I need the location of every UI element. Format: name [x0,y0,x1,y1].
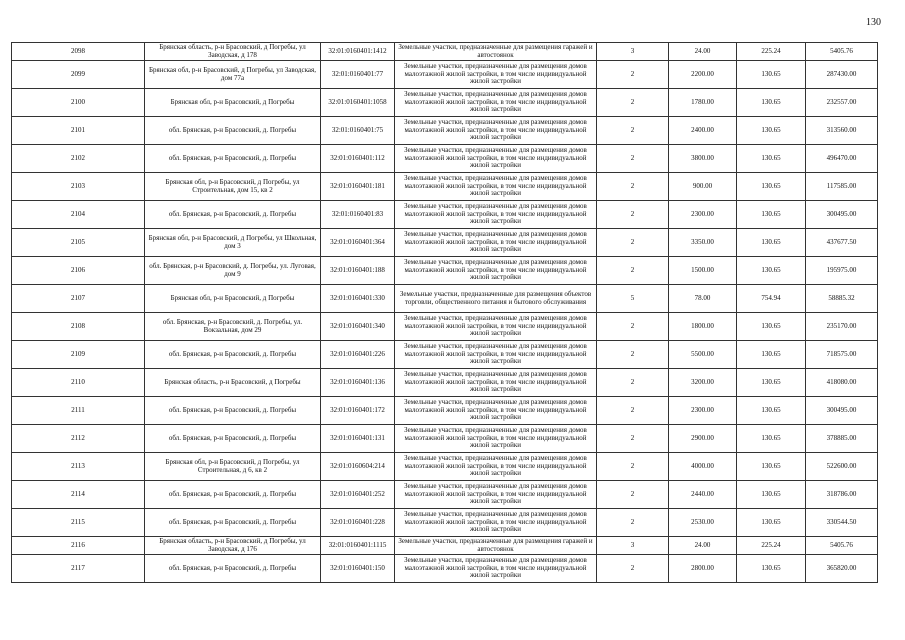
specific-value-cell: 130.65 [737,257,806,285]
group-cell: 2 [597,61,669,89]
specific-value-cell: 754.94 [737,285,806,313]
land-category-cell: Земельные участки, предназначенные для размещения домов малоэтажной жилой застройки, в том числе индивидуальной жилой застройки [395,201,597,229]
area-cell: 2800.00 [669,555,737,583]
row-number-cell: 2108 [12,313,145,341]
cadastral-value-cell: 195975.00 [806,257,878,285]
address-cell: обл. Брянская, р-н Брасовский, д. Погребы [145,509,321,537]
land-category-cell: Земельные участки, предназначенные для размещения домов малоэтажной жилой застройки, в том числе индивидуальной жилой застройки [395,173,597,201]
cadastral-number-cell: 32:01:0160604:214 [321,453,395,481]
table-row [12,555,878,583]
table-row [12,369,878,397]
specific-value-cell: 130.65 [737,201,806,229]
cadastral-number-cell: 32:01:0160401:340 [321,313,395,341]
cadastral-value-cell: 5405.76 [806,43,878,61]
area-cell: 2400.00 [669,117,737,145]
group-cell: 2 [597,425,669,453]
land-category-cell: Земельные участки, предназначенные для размещения объектов торговли, общественного питания и бытового обслуживания [395,285,597,313]
group-cell: 2 [597,555,669,583]
cadastral-number-cell: 32:01:0160401:172 [321,397,395,425]
area-cell: 5500.00 [669,341,737,369]
land-category-cell: Земельные участки, предназначенные для размещения домов малоэтажной жилой застройки, в том числе индивидуальной жилой застройки [395,229,597,257]
area-cell: 2440.00 [669,481,737,509]
area-cell: 3800.00 [669,145,737,173]
group-cell: 2 [597,201,669,229]
specific-value-cell: 130.65 [737,555,806,583]
row-number-cell: 2109 [12,341,145,369]
area-cell: 2300.00 [669,397,737,425]
land-category-cell: Земельные участки, предназначенные для размещения домов малоэтажной жилой застройки, в том числе индивидуальной жилой застройки [395,341,597,369]
address-cell: обл. Брянская, р-н Брасовский, д. Погребы [145,397,321,425]
cadastral-number-cell: 32:01:0160401:131 [321,425,395,453]
area-cell: 2300.00 [669,201,737,229]
specific-value-cell: 130.65 [737,341,806,369]
group-cell: 2 [597,453,669,481]
land-category-cell: Земельные участки, предназначенные для размещения домов малоэтажной жилой застройки, в том числе индивидуальной жилой застройки [395,145,597,173]
cadastral-value-cell: 300495.00 [806,201,878,229]
cadastral-number-cell: 32:01:0160401:1115 [321,537,395,555]
specific-value-cell: 225.24 [737,537,806,555]
cadastral-value-cell: 300495.00 [806,397,878,425]
cadastral-number-cell: 32:01:0160401:252 [321,481,395,509]
row-number-cell: 2114 [12,481,145,509]
cadastral-number-cell: 32:01:0160401:188 [321,257,395,285]
area-cell: 3350.00 [669,229,737,257]
cadastral-value-cell: 313560.00 [806,117,878,145]
address-cell: Брянская область, р-н Брасовский, д Погребы, ул Заводская, д 176 [145,537,321,555]
cadastral-value-cell: 318786.00 [806,481,878,509]
cadastral-number-cell: 32:01:0160401:364 [321,229,395,257]
group-cell: 2 [597,117,669,145]
table-row [12,61,878,89]
address-cell: обл. Брянская, р-н Брасовский, д. Погребы [145,201,321,229]
row-number-cell: 2098 [12,43,145,61]
land-category-cell: Земельные участки, предназначенные для размещения домов малоэтажной жилой застройки, в том числе индивидуальной жилой застройки [395,453,597,481]
group-cell: 2 [597,509,669,537]
specific-value-cell: 130.65 [737,481,806,509]
area-cell: 2200.00 [669,61,737,89]
address-cell: обл. Брянская, р-н Брасовский, д. Погребы, ул. Луговая, дом 9 [145,257,321,285]
table-row [12,425,878,453]
page-number: 130 [866,17,881,28]
cadastral-value-cell: 365820.00 [806,555,878,583]
table-row [12,285,878,313]
table-row [12,397,878,425]
row-number-cell: 2115 [12,509,145,537]
group-cell: 2 [597,481,669,509]
table-row [12,173,878,201]
table-row [12,43,878,61]
table-row [12,341,878,369]
area-cell: 1500.00 [669,257,737,285]
group-cell: 2 [597,257,669,285]
row-number-cell: 2102 [12,145,145,173]
cadastral-value-cell: 58885.32 [806,285,878,313]
row-number-cell: 2103 [12,173,145,201]
row-number-cell: 2099 [12,61,145,89]
table-row [12,145,878,173]
table-row [12,481,878,509]
row-number-cell: 2105 [12,229,145,257]
cadastral-number-cell: 32:01:0160401:83 [321,201,395,229]
specific-value-cell: 130.65 [737,509,806,537]
land-category-cell: Земельные участки, предназначенные для размещения домов малоэтажной жилой застройки, в том числе индивидуальной жилой застройки [395,509,597,537]
table-body [12,43,878,583]
cadastral-value-cell: 232557.00 [806,89,878,117]
address-cell: Брянская обл, р-н Брасовский, д Погребы [145,89,321,117]
address-cell: Брянская область, р-н Брасовский, д Погребы, ул Заводская, д 178 [145,43,321,61]
cadastral-number-cell: 32:01:0160401:1412 [321,43,395,61]
table-row [12,257,878,285]
area-cell: 24.00 [669,537,737,555]
area-cell: 1800.00 [669,313,737,341]
specific-value-cell: 130.65 [737,453,806,481]
group-cell: 3 [597,43,669,61]
cadastral-value-cell: 437677.50 [806,229,878,257]
group-cell: 2 [597,173,669,201]
land-category-cell: Земельные участки, предназначенные для размещения домов малоэтажной жилой застройки, в том числе индивидуальной жилой застройки [395,89,597,117]
row-number-cell: 2117 [12,555,145,583]
row-number-cell: 2101 [12,117,145,145]
table-row [12,201,878,229]
land-category-cell: Земельные участки, предназначенные для размещения домов малоэтажной жилой застройки, в том числе индивидуальной жилой застройки [395,481,597,509]
address-cell: Брянская обл, р-н Брасовский, д Погребы, ул Школьная, дом 3 [145,229,321,257]
table-row [12,453,878,481]
cadastral-value-cell: 418080.00 [806,369,878,397]
specific-value-cell: 130.65 [737,89,806,117]
land-category-cell: Земельные участки, предназначенные для размещения домов малоэтажной жилой застройки, в том числе индивидуальной жилой застройки [395,117,597,145]
land-category-cell: Земельные участки, предназначенные для размещения домов малоэтажной жилой застройки, в том числе индивидуальной жилой застройки [395,425,597,453]
address-cell: Брянская обл, р-н Брасовский, д Погребы, ул Заводская, дом 77а [145,61,321,89]
cadastral-number-cell: 32:01:0160401:181 [321,173,395,201]
land-category-cell: Земельные участки, предназначенные для размещения домов малоэтажной жилой застройки, в том числе индивидуальной жилой застройки [395,313,597,341]
specific-value-cell: 130.65 [737,313,806,341]
row-number-cell: 2110 [12,369,145,397]
specific-value-cell: 130.65 [737,117,806,145]
address-cell: обл. Брянская, р-н Брасовский, д. Погребы [145,425,321,453]
cadastral-value-cell: 117585.00 [806,173,878,201]
table-row [12,117,878,145]
table-row [12,89,878,117]
specific-value-cell: 130.65 [737,229,806,257]
address-cell: Брянская область, р-н Брасовский, д Погребы [145,369,321,397]
area-cell: 3200.00 [669,369,737,397]
specific-value-cell: 130.65 [737,61,806,89]
land-category-cell: Земельные участки, предназначенные для размещения домов малоэтажной жилой застройки, в том числе индивидуальной жилой застройки [395,397,597,425]
cadastral-number-cell: 32:01:0160401:226 [321,341,395,369]
cadastral-number-cell: 32:01:0160401:150 [321,555,395,583]
group-cell: 2 [597,369,669,397]
specific-value-cell: 130.65 [737,369,806,397]
cadastral-value-cell: 330544.50 [806,509,878,537]
cadastral-number-cell: 32:01:0160401:77 [321,61,395,89]
address-cell: обл. Брянская, р-н Брасовский, д. Погребы [145,145,321,173]
group-cell: 5 [597,285,669,313]
group-cell: 2 [597,145,669,173]
address-cell: обл. Брянская, р-н Брасовский, д. Погребы, ул. Вокзальная, дом 29 [145,313,321,341]
area-cell: 900.00 [669,173,737,201]
row-number-cell: 2111 [12,397,145,425]
address-cell: обл. Брянская, р-н Брасовский, д. Погребы [145,117,321,145]
cadastral-number-cell: 32:01:0160401:1058 [321,89,395,117]
row-number-cell: 2112 [12,425,145,453]
land-category-cell: Земельные участки, предназначенные для размещения гаражей и автостоянок [395,537,597,555]
specific-value-cell: 225.24 [737,43,806,61]
specific-value-cell: 130.65 [737,397,806,425]
row-number-cell: 2116 [12,537,145,555]
group-cell: 2 [597,341,669,369]
cadastral-number-cell: 32:01:0160401:75 [321,117,395,145]
cadastral-number-cell: 32:01:0160401:136 [321,369,395,397]
cadastral-value-cell: 718575.00 [806,341,878,369]
cadastral-value-cell: 522600.00 [806,453,878,481]
area-cell: 78.00 [669,285,737,313]
cadastral-value-cell: 287430.00 [806,61,878,89]
cadastral-number-cell: 32:01:0160401:228 [321,509,395,537]
cadastral-value-cell: 5405.76 [806,537,878,555]
land-category-cell: Земельные участки, предназначенные для размещения домов малоэтажной жилой застройки, в том числе индивидуальной жилой застройки [395,257,597,285]
land-category-cell: Земельные участки, предназначенные для размещения гаражей и автостоянок [395,43,597,61]
cadastral-value-cell: 496470.00 [806,145,878,173]
address-cell: обл. Брянская, р-н Брасовский, д. Погребы [145,555,321,583]
address-cell: обл. Брянская, р-н Брасовский, д. Погребы [145,481,321,509]
address-cell: Брянская обл, р-н Брасовский, д Погребы, ул Строительная, дом 15, кв 2 [145,173,321,201]
table-row [12,537,878,555]
group-cell: 2 [597,313,669,341]
area-cell: 4000.00 [669,453,737,481]
cadastral-value-table [11,42,878,583]
cadastral-value-cell: 235170.00 [806,313,878,341]
area-cell: 1780.00 [669,89,737,117]
row-number-cell: 2104 [12,201,145,229]
cadastral-value-cell: 378885.00 [806,425,878,453]
row-number-cell: 2106 [12,257,145,285]
specific-value-cell: 130.65 [737,425,806,453]
area-cell: 2900.00 [669,425,737,453]
table-row [12,313,878,341]
row-number-cell: 2107 [12,285,145,313]
land-category-cell: Земельные участки, предназначенные для размещения домов малоэтажной жилой застройки, в том числе индивидуальной жилой застройки [395,555,597,583]
address-cell: Брянская обл, р-н Брасовский, д Погребы [145,285,321,313]
address-cell: Брянская обл, р-н Брасовский, д Погребы, ул Строительная, д 6, кв 2 [145,453,321,481]
cadastral-number-cell: 32:01:0160401:112 [321,145,395,173]
area-cell: 2530.00 [669,509,737,537]
land-category-cell: Земельные участки, предназначенные для размещения домов малоэтажной жилой застройки, в том числе индивидуальной жилой застройки [395,369,597,397]
specific-value-cell: 130.65 [737,145,806,173]
table-row [12,509,878,537]
group-cell: 2 [597,229,669,257]
specific-value-cell: 130.65 [737,173,806,201]
row-number-cell: 2100 [12,89,145,117]
group-cell: 3 [597,537,669,555]
area-cell: 24.00 [669,43,737,61]
table-row [12,229,878,257]
address-cell: обл. Брянская, р-н Брасовский, д. Погребы [145,341,321,369]
group-cell: 2 [597,89,669,117]
group-cell: 2 [597,397,669,425]
land-category-cell: Земельные участки, предназначенные для размещения домов малоэтажной жилой застройки, в том числе индивидуальной жилой застройки [395,61,597,89]
cadastral-number-cell: 32:01:0160401:330 [321,285,395,313]
row-number-cell: 2113 [12,453,145,481]
